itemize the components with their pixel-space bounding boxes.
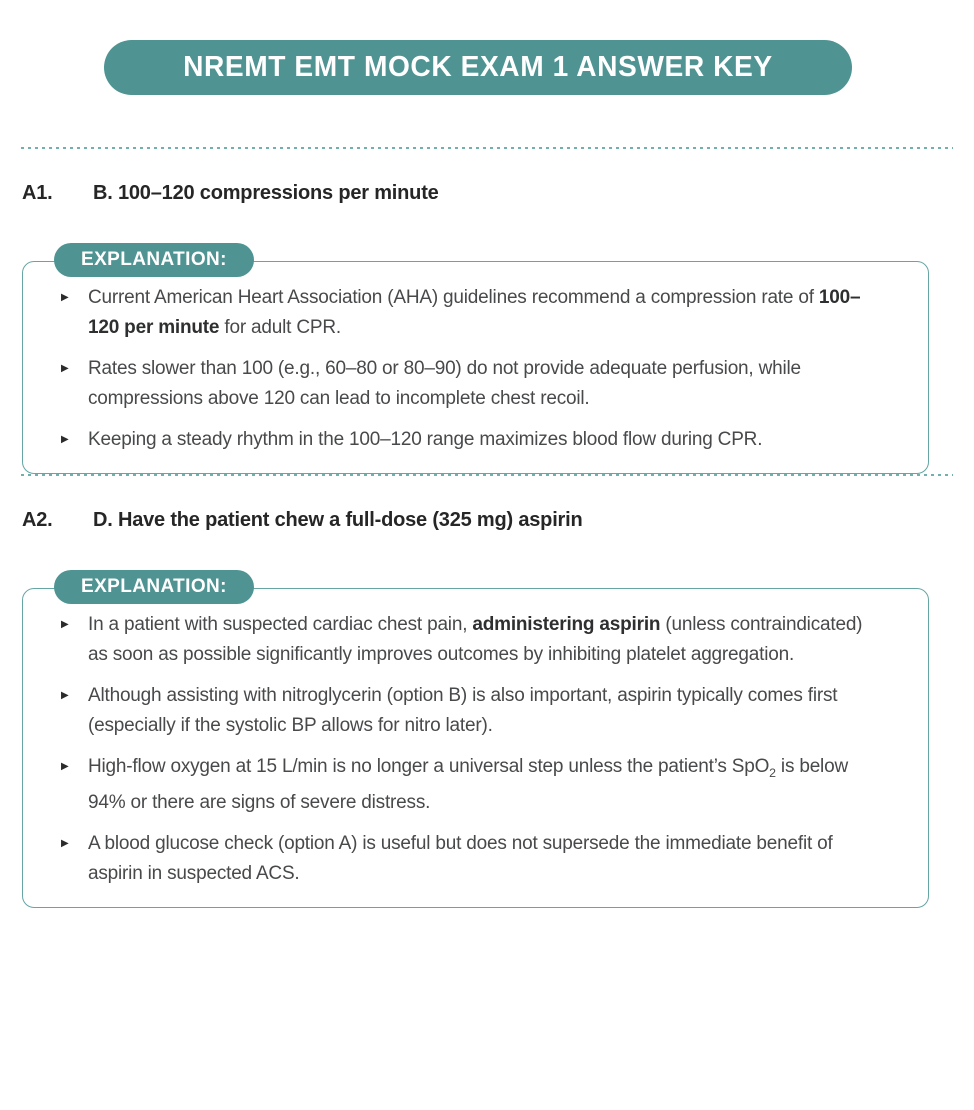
explanation-label: EXPLANATION: <box>54 243 254 277</box>
explanation-block <box>22 576 929 908</box>
bullet-triangle-icon: ▶ <box>61 434 69 445</box>
answer-text: D. Have the patient chew a full-dose (325 mg) aspirin <box>93 509 583 531</box>
bullet-item <box>61 283 884 343</box>
dashed-divider <box>21 474 953 476</box>
question-number: A1. <box>22 182 53 204</box>
answer-section <box>0 474 974 908</box>
bullet-text: Although assisting with nitroglycerin (option B) is also important, aspirin typically comes first (especially if the systolic BP allows for nitro later). <box>88 685 838 736</box>
page-title: NREMT EMT MOCK EXAM 1 ANSWER KEY <box>183 51 773 83</box>
sections <box>0 182 974 948</box>
answer-section <box>0 182 974 474</box>
bullet-item <box>61 610 884 670</box>
bullet-item <box>61 425 884 455</box>
bullet-text: In a patient with suspected cardiac chest pain, administering aspirin (unless contraindicated) as soon as possible significantly improves outcomes by inhibiting platelet aggregation. <box>88 614 863 665</box>
bullet-list <box>61 283 884 455</box>
question-heading <box>22 182 953 205</box>
bullet-item <box>61 354 884 414</box>
bullet-item <box>61 829 884 889</box>
bullet-text: A blood glucose check (option A) is useful but does not supersede the immediate benefit of aspirin in suspected ACS. <box>88 832 833 884</box>
bullet-list <box>61 610 884 889</box>
question-heading <box>22 509 953 532</box>
bullet-triangle-icon: ▶ <box>61 761 69 772</box>
question-number: A2. <box>22 509 53 531</box>
explanation-box <box>22 261 929 474</box>
bullet-item <box>61 681 884 741</box>
bullet-text: Current American Heart Association (AHA) guidelines recommend a compression rate of 100–120 per minute for adult CPR. <box>88 287 861 338</box>
bullet-triangle-icon: ▶ <box>61 690 69 701</box>
bullet-triangle-icon: ▶ <box>61 363 69 374</box>
answer-text: B. 100–120 compressions per minute <box>93 182 439 204</box>
dashed-divider <box>21 147 953 149</box>
bullet-triangle-icon: ▶ <box>61 292 69 303</box>
bullet-text: Keeping a steady rhythm in the 100–120 range maximizes blood flow during CPR. <box>88 429 763 450</box>
bullet-text: High-flow oxygen at 15 L/min is no longer a universal step unless the patient’s SpO$_2$ is below 94% or there are signs of severe distress. <box>88 756 848 813</box>
explanation-label: EXPLANATION: <box>54 570 254 604</box>
explanation-block <box>22 249 929 474</box>
bullet-item <box>61 752 884 818</box>
bullet-triangle-icon: ▶ <box>61 837 69 849</box>
explanation-box <box>22 588 929 908</box>
bullet-text: Rates slower than 100 (e.g., 60–80 or 80–90) do not provide adequate perfusion, while compressions above 120 can lead to incomplete chest recoil. <box>88 358 801 409</box>
exam-title-banner <box>104 40 852 95</box>
bullet-triangle-icon: ▶ <box>61 619 69 630</box>
